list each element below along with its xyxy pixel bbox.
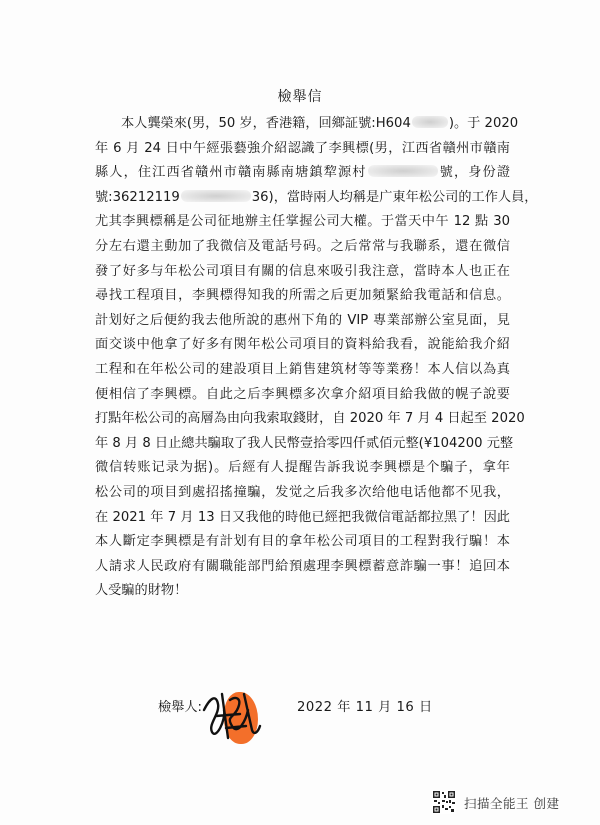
watermark-text: 扫描全能王 创建: [464, 796, 560, 811]
body-line-4: 號:36212119 36)，當時兩人均稱是广東年松公司的工作人員，: [95, 189, 538, 205]
body-line-18: 本人斷定李興標是有計划有目的拿年松公司項目的工程對我行騙！本: [95, 534, 510, 550]
body-line-10: 面交谈中他拿了好多有関年松公司項目的資料給我看，說能給我介紹: [95, 337, 510, 353]
redaction-blur: [368, 165, 438, 177]
document-title: 檢舉信: [277, 89, 323, 105]
signature-row: [0, 690, 600, 750]
body-line-1: 本人龔榮來(男，50 岁，香港籍，回鄉証號:H604 )。于 2020: [121, 116, 519, 131]
body-line-20: 人受騙的財物！: [95, 583, 188, 599]
body-line-3: 縣人，住江西省贛州市贛南縣南塘鎮犂源村 號，身份證: [95, 165, 511, 181]
redaction-blur: [181, 190, 251, 202]
redaction-blur: [412, 116, 448, 128]
qr-code-icon: [432, 790, 456, 814]
body-line-15: 微信转账记录为据)。后經有人提醒告訴我说李興標是个騙子，拿年: [95, 460, 510, 476]
body-line-11: 工程和在年松公司的建設項目上銷售建筑材等等業務！本人信以為真: [95, 361, 510, 377]
body-line-14: 年 8 月 8 日止總共騙取了我人民幣壹拾零四仟贰佰元整(¥104200 元整: [95, 435, 514, 451]
body-line-7: 發了好多与年松公司項目有關的信息來吸引我注意，當時本人也正在: [95, 263, 510, 279]
body-line-5: 尤其李興標稱是公司征地辦主任掌握公司大權。于當天中午 12 點 30: [95, 214, 510, 230]
body-line-8: 尋找工程項目，李興標得知我的所需之后更加頻緊給我電話和信息。: [95, 288, 510, 304]
letter-date: 2022 年 11 月 16 日: [297, 700, 433, 715]
letter-body: [95, 112, 538, 604]
body-line-16: 松公司的项目到處招搖撞騙，发觉之后我多次给他电话他都不见我，: [95, 484, 510, 500]
signature-label: 檢舉人:: [158, 700, 203, 715]
handwritten-signature: [196, 680, 266, 750]
body-line-2: 年 6 月 24 日中午經張藝強介紹認識了李興標(男，江西省贛州市贛南: [95, 140, 510, 156]
body-line-9: 計划好之后便約我去他所說的惠州下角的 VIP 專業部辦公室見面，見: [95, 312, 510, 328]
body-line-12: 便相信了李興標。自此之后李興標多次拿介紹項目給我做的幌子說要: [95, 386, 510, 402]
scanner-watermark: [432, 790, 592, 818]
body-line-19: 人請求人民政府有關職能部門給預處理李興標蓄意詐騙一事！追回本: [95, 558, 510, 574]
body-line-17: 在 2021 年 7 月 13 日又我他的時他已經把我微信電話都拉黑了！因此: [95, 509, 510, 525]
body-line-6: 分左右還主動加了我微信及電話号码。之后常常与我聯系，還在微信: [95, 238, 510, 254]
body-line-13: 打點年松公司的高層為由向我索取錢財，自 2020 年 7 月 4 日起至 2020: [95, 411, 525, 427]
